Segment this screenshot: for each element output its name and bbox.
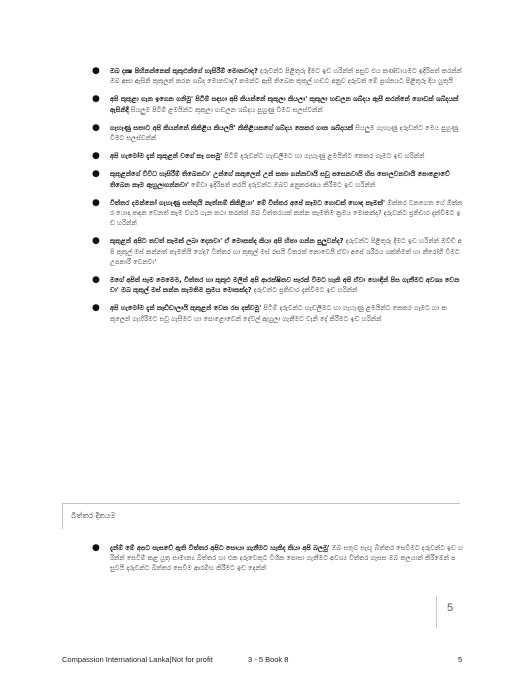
bullet-normal-text: දරුවන්ට පිළිතුරු දීමට ඉඩ හරින්න් පසුව එය කණ්ඩායමට ඉදිරිපත් කරන්න් ඔබ අසා ඇසිනි කුකුලන් කරන ශබ්ද මොනවාද? තමන්ට ඇසී තිබෙන කුකුල් හඬට අනුව දරුවන් මේ ප්‍රශ්නයට පිළිතුරු දිය යුතුයි — [110, 67, 462, 86]
side-page-number: 5 — [447, 602, 454, 614]
page-footer — [0, 655, 532, 669]
list-item — [92, 543, 464, 574]
bullet-normal-text: සියලුම ගැහැණු දරුවන්ට මෙය පුහුණු වීමට සලස්වන්න් — [110, 123, 459, 143]
bullet-list-secondary — [92, 543, 464, 582]
footer-page-number: 5 — [458, 655, 463, 664]
list-item — [92, 275, 464, 295]
bullet-bold-text: විත්තර දමන්නෝ ගැහැණු සත්තුයි නැත්නම් කිකිළියා' මේ විත්තර අපේ කෑමට ගොඩක් හොඳ කෑමක්' — [110, 198, 385, 207]
list-item — [92, 236, 464, 267]
list-item — [92, 198, 464, 229]
bullet-tail-text: දරුවන්ට ප්‍රතිචාර දැක්වීමට ඉඩ හරින්න් — [110, 209, 461, 228]
bullet-icon: ● — [92, 151, 100, 162]
bullet-normal-text: දරුවන්ට පිළිතුරු දීමට ඉඩ හරින්න් ඔව්ඩි අපි කුකුල් මස් කන්නත් කැමතියි ගේද? විත්තර හා කුකුල් මස් රසයි විතරක් නොවෙයි ඒවා අපේ ශරීරය ශක්තිමත් හා නීරෝගී වීමට උපකාරී වෙනවා' — [110, 237, 462, 266]
section-header-box — [62, 503, 460, 529]
list-item — [92, 94, 464, 114]
footer-organization: Compassion International Lanka|Not for profit — [62, 655, 213, 664]
bullet-icon: ● — [92, 169, 100, 180]
bullet-bold-text: කුකුළන්ගේ වීවිධ හැසිරීම් තිබෙනවා' උන්ගේ කකුලෙන් උන් කතා ගන්නවායි සවූ පසෙනවායි හිස සොලවනවායි පොළොවේ තිබෙන කෑම ඇහුලාගන්නවා' — [110, 170, 450, 189]
bullet-bold-text: ඔබ දක්‍ෂ පිහිනන්නෙක් කුකුළුන්ගේ හැසිරීම් මොනවාද? — [110, 67, 258, 75]
bullet-bold-text: අපි කුකුළා ගැන ඉගෙන ගනිමු' පිටීම් සඳහා අපි කියන්නේ කුකුලා කියලා' කුකුලා හඬලන ශබ්දය ඇසී කරන්නේ ගොඩක් ශබ්දයක් ඇසිනිදී — [110, 95, 459, 114]
bullet-normal-text: ඔබ සතුව සැඟු බිත්තර සෙවීමට දරුවන්ට ඉඩ හරින්න් සෙවීම් කළ යුතු සාමාන්‍ය බිත්තර හා එක දරුවෙකුට විශීක පොසා ගැනීමට අවශ්‍ය විත්තර ගැසස ඔබ කලයාන් කිරීමෙන් පසුවයි දරුවන්ට බිත්තර සෙවීම ආරම්භ කිරීමට ඉඩ දෙන්න් — [110, 544, 464, 573]
bullet-bold-text: මගේ අපිත් සෑම මෙමෙම, විත්තර හා කුකුළු මලින් අපි ආරක්ෂිතව සෑරක් වීමට හැකි අපි ඒවා හොඳින් පිස ගැනීමට අවශ්‍ය වෙනවා' ඔබ කුකුල් මස් කන්න කැමතිම ක්‍රමය මොකක්ද? — [110, 276, 460, 295]
bullet-icon: ● — [92, 275, 100, 286]
bullet-list — [92, 66, 464, 332]
bullet-normal-text: සියලුම පිටීම් ළමයින්ට කුකුලා හඬලන ශබ්දය පුහුණු වීමට සලස්වන්න් — [128, 105, 323, 114]
bullet-bold-text: දැන්ම් මේ අපට සැසවේ ඇති විත්තර අපිට සොයා ගැනීමට හැකිද කියා අපි බලමු' — [110, 544, 330, 552]
bullet-normal-text: දරුවන්ට ප්‍රතිචාර දැක්වීමට ඉඩ හරින්න් — [251, 286, 358, 295]
page-number-divider — [436, 596, 437, 628]
bullet-icon: ● — [92, 236, 100, 247]
bullet-normal-text: පිටීම් දරුවන්ට හැඬලීමට හා ගැහැණු ළමයින්ට කෙකර ගෑමට ඉඩ හරින්න් — [222, 152, 425, 161]
bullet-bold-text: කුකුළන් අපිට තවත් කෑමක් ලබා දෙනවා' ඒ මොකක්ද කියා අපි හිතා ගන්න පුලුවන්ද? — [110, 237, 344, 246]
list-item — [92, 66, 464, 86]
list-item — [92, 123, 464, 143]
bullet-icon: ● — [92, 94, 100, 105]
bullet-normal-text: මේවා ඉදිරිපත් කරයි දරුවන්ට ඔබව අනුකරණය කිරීමට ඉඩ හරින්න් — [188, 180, 376, 189]
bullet-icon: ● — [92, 197, 100, 208]
bullet-normal-text: පිටීම් දරුවන්ට හැඩලීමට හා ගැහැණු ළමයින්ට කෙකර ගෑමට හා කකුලෙන් ගැහිරීමට සවූ ගැසීමට හා පොළොවෙන් දේවල් ඇහුලා ගැනීමට වැනි දේ කිරීමට ඉඩ හරින්න් — [110, 304, 447, 323]
bullet-icon: ● — [92, 66, 100, 76]
list-item — [92, 169, 464, 189]
list-item — [92, 303, 464, 323]
section-title: බිත්තර දිනයම — [71, 511, 116, 520]
bullet-normal-text: ඕක්කර වනගෙන ගේ ඕක්කර යොදා කඳන වෙනත් කෑම වර්ග ගැන කථා කරන්න් ඔබ විත්තරයක් කන්න කැමතිම ක්‍රමය මොකක්ද? — [110, 198, 463, 218]
bullet-icon: ● — [92, 122, 100, 133]
bullet-bold-text: ගැහැණු සතාට අපි කියන්නේ කිකිළිය කියලයි' කිකිළියකගේ ශබ්දය කෙකර ගාන ශබ්දයක් — [110, 123, 354, 132]
bullet-icon: ● — [92, 543, 100, 553]
bullet-bold-text: අපි හැමෝම දැන් කෑඩිඩාලායි කුකුළන් වෙක රස දක්වමු' — [110, 304, 262, 313]
bullet-icon: ● — [92, 303, 100, 314]
bullet-bold-text: අපි හැමෝම දැන් කුකුළන් වගේ කෑ ගසමු' — [110, 152, 223, 161]
list-item — [92, 151, 464, 161]
footer-book-label: 3 - 5 Book 8 — [248, 655, 289, 664]
